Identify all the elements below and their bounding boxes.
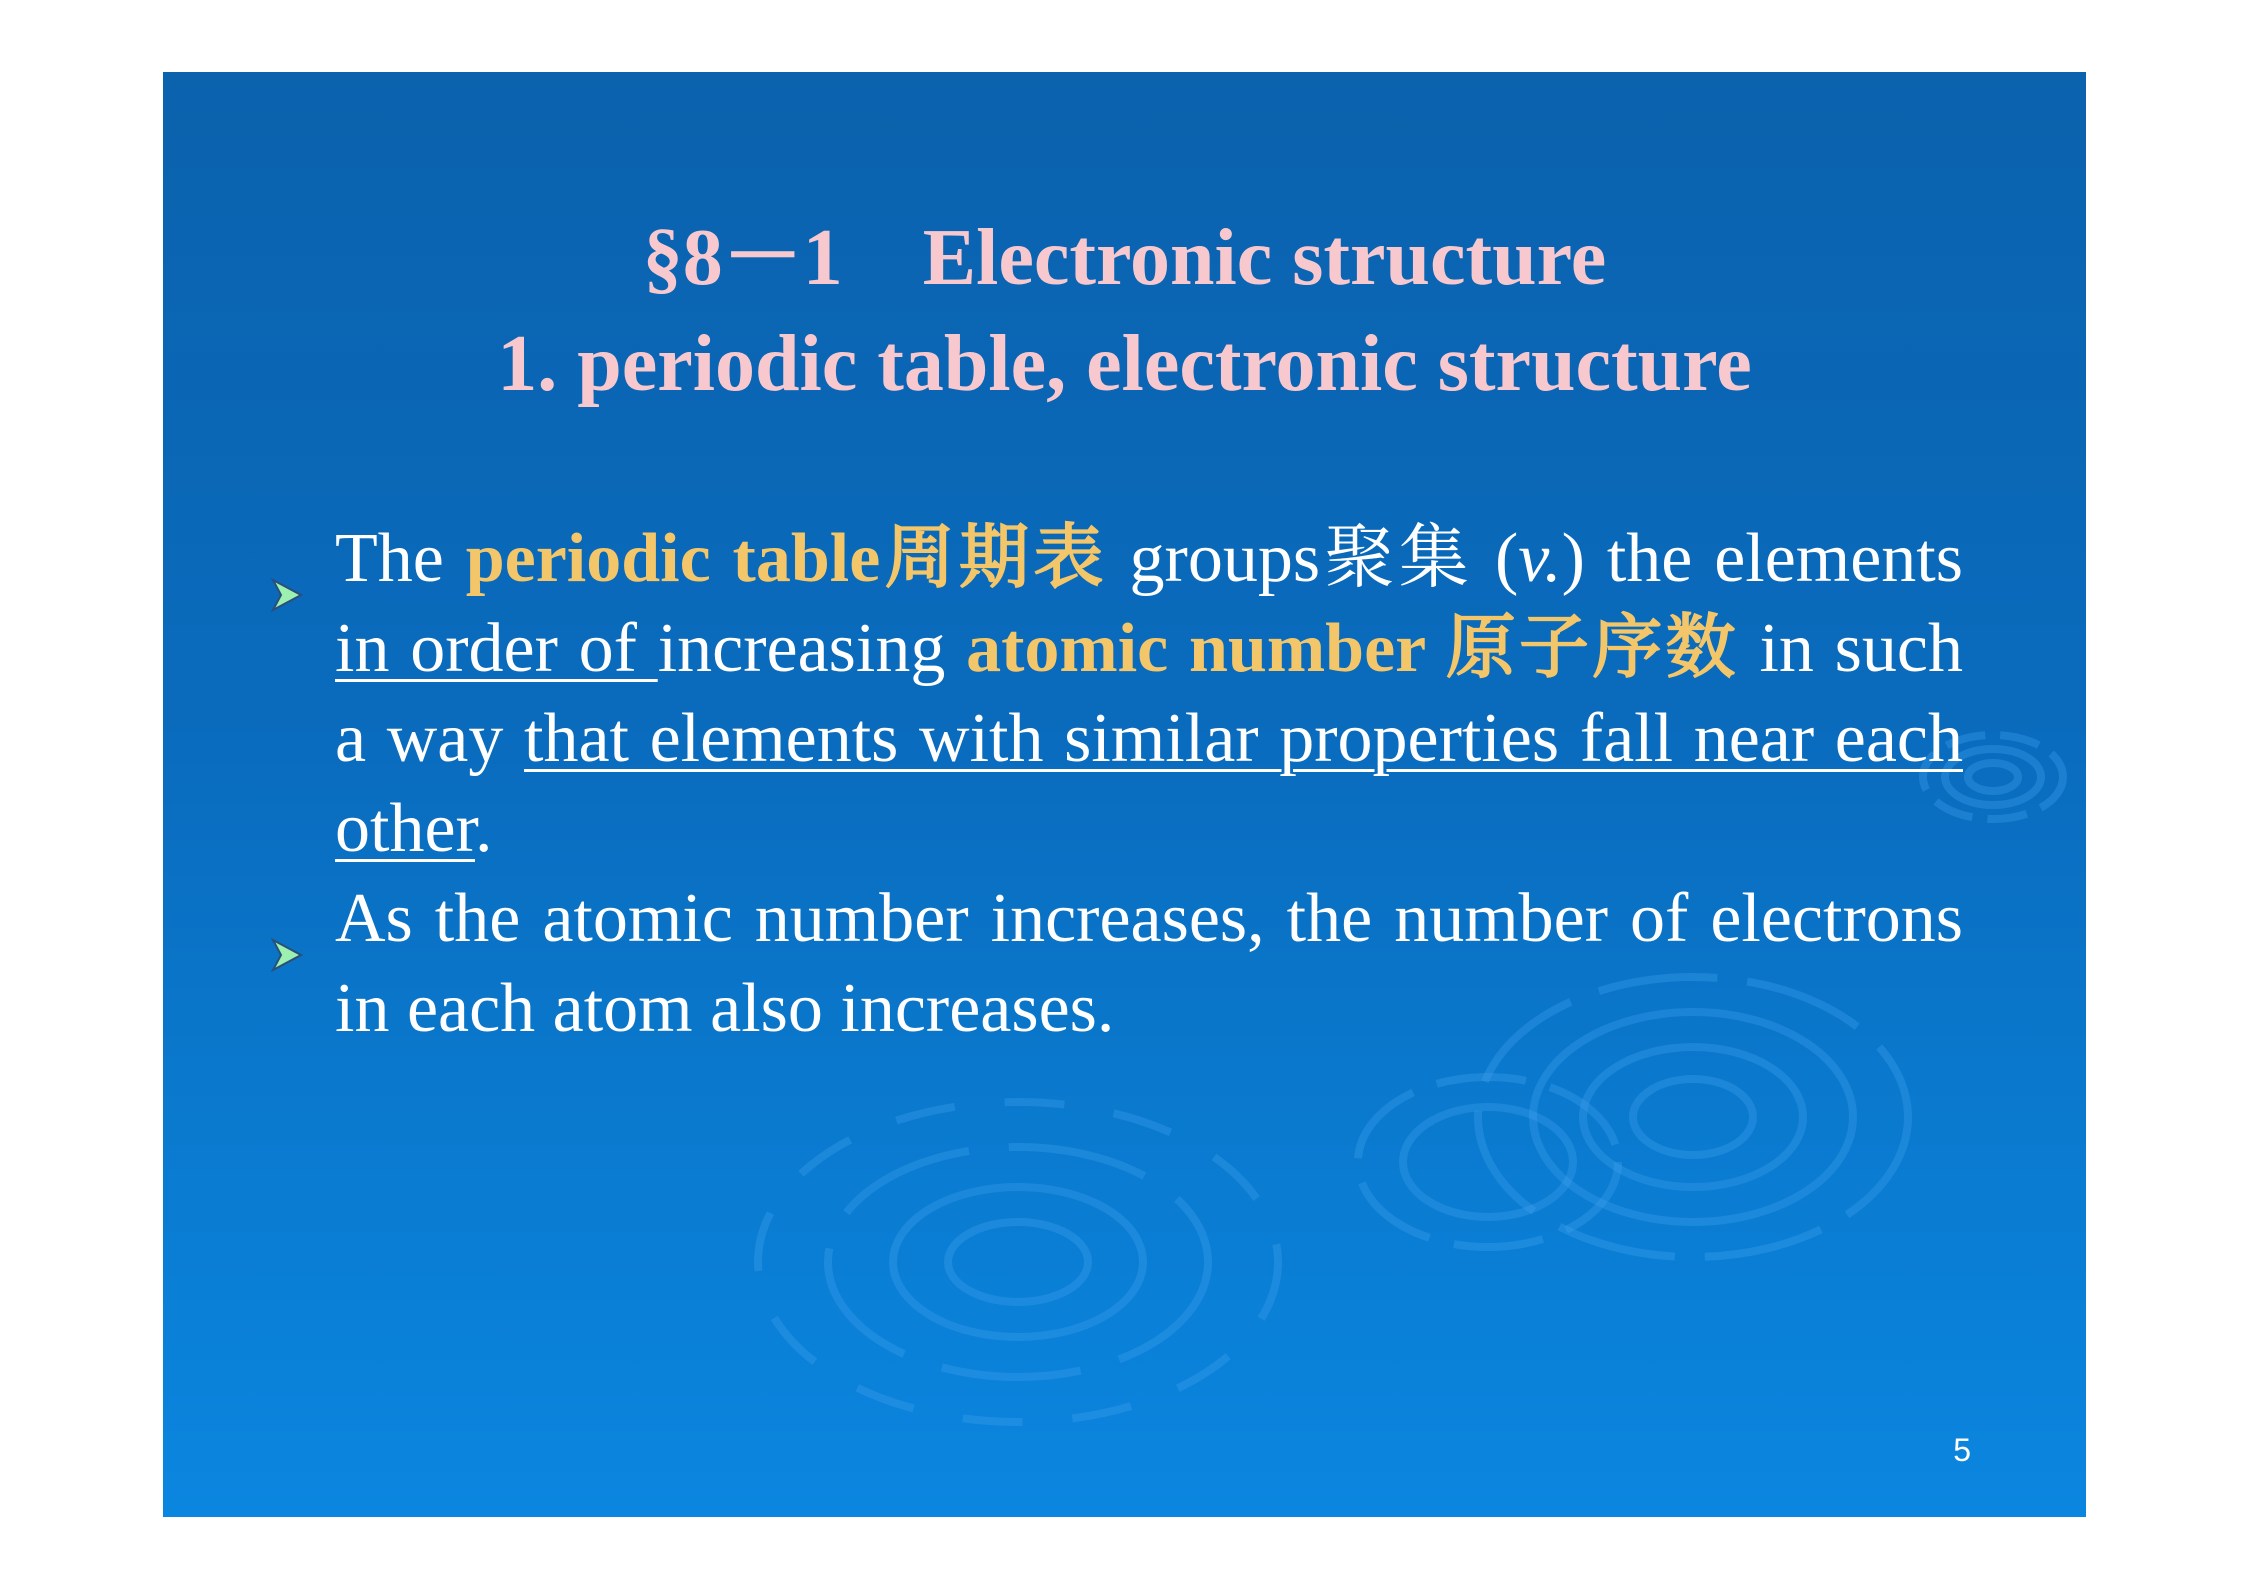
text-segment: in such a way xyxy=(335,610,1963,777)
highlight-term: periodic table周期表 xyxy=(465,520,1108,597)
slide-number: 5 xyxy=(1953,1432,1971,1468)
text-segment: As the atomic number increases, the number of electrons in each atom also increases. xyxy=(335,880,1963,1047)
underlined-phrase: in order of xyxy=(335,610,658,687)
italic-text: v. xyxy=(1518,520,1562,597)
text-segment: increasing xyxy=(657,610,967,687)
arrowhead-bullet-icon xyxy=(263,874,335,990)
bullet-list xyxy=(263,514,1963,1054)
slide-subtitle: 1. periodic table, electronic structure xyxy=(497,320,1752,408)
underlined-phrase: that elements with similar properties fall near each other xyxy=(335,700,1963,867)
slide-title: §8－1 Electronic structure xyxy=(642,214,1607,302)
text-segment: groups聚集 ( xyxy=(1107,520,1519,597)
slide xyxy=(163,72,2086,1517)
text-segment: ) the elements xyxy=(1561,520,1963,597)
text-segment: The xyxy=(335,520,466,597)
bullet-item xyxy=(263,874,1963,1054)
arrowhead-bullet-icon xyxy=(263,514,335,630)
bullet-item xyxy=(263,514,1963,874)
bullet-text xyxy=(335,514,1963,874)
text-segment: . xyxy=(474,790,493,867)
highlight-term: atomic number 原子序数 xyxy=(966,610,1739,687)
bullet-text xyxy=(335,874,1963,1054)
